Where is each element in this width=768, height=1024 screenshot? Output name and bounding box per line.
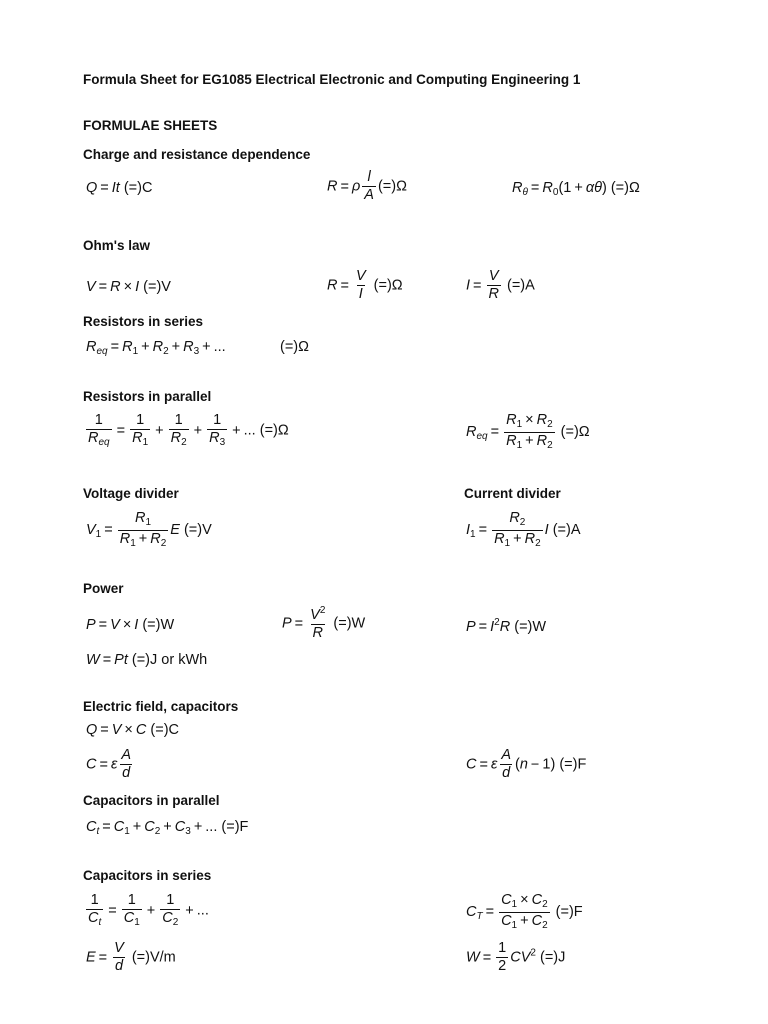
unit-label: (=)J or kWh	[131, 652, 208, 668]
unit-label: (=)Ω	[373, 277, 403, 294]
formula-ohm-current: I = $\frac{V}{R}$ (=)A	[466, 268, 535, 303]
unit-label: (=)F	[559, 756, 587, 773]
section-heading-capacitors-parallel: Capacitors in parallel	[83, 793, 220, 808]
unit-label: (=)Ω	[560, 423, 590, 440]
formula-capacitance-plates: C = ε $\frac{A}{d}$ (n − 1) (=)F	[466, 747, 587, 782]
formula-electric-field: E = $\frac{V}{d}$ (=)V/m	[86, 940, 176, 975]
formula-capacitance: C = ε $\frac{A}{d}$	[86, 747, 131, 782]
section-heading-current-divider: Current divider	[464, 486, 561, 501]
formula-power-i2r: $P = I^2R$ (=)W	[466, 617, 547, 635]
unit-label: (=)Ω	[259, 422, 289, 439]
formula-voltage-divider: $V_1$ = $\frac{R_1}{R_1 + R_2}$ E (=)V	[86, 510, 212, 549]
unit-label: (=)A	[552, 521, 581, 538]
section-heading-resistors-series: Resistors in series	[83, 314, 204, 329]
formula-temperature-resistance: $R_\theta = R_0(1 + \alpha\theta)$ (=)Ω	[512, 180, 640, 198]
page-title: Formula Sheet for EG1085 Electrical Electronic and Computing Engineering 1	[83, 72, 581, 87]
unit-label: (=)C	[150, 722, 180, 738]
formula-resistivity: R = ρ $\frac{l}{A}$ (=)Ω	[327, 169, 407, 204]
section-heading-capacitors-series: Capacitors in series	[83, 868, 212, 883]
unit-label: (=)C	[123, 180, 153, 196]
formula-capacitors-parallel: $C_t = C_1 + C_2 + C_3$ + ... (=)F	[86, 819, 249, 837]
page-subtitle: FORMULAE SHEETS	[83, 118, 218, 133]
formula-ohm-resistance: R = $\frac{V}{I}$ (=)Ω	[327, 268, 403, 303]
section-heading-ohms-law: Ohm's law	[83, 238, 150, 253]
formula-capacitors-series: $\frac{1}{C_t}$ = $\frac{1}{C_1}$ + $\frac{1}{C_2}$ + ...	[88, 892, 209, 929]
unit-label: (=)W	[333, 615, 366, 632]
unit-label: (=)W	[142, 617, 175, 633]
section-heading-resistors-parallel: Resistors in parallel	[83, 389, 212, 404]
formula-resistors-series: $R_{eq} = R_1 + R_2 + R_3$ + ...	[86, 339, 226, 357]
unit-label: (=)F	[555, 903, 583, 920]
formula-energy: W = Pt (=)J or kWh	[86, 652, 208, 668]
formula-charge-capacitor: Q = V × C (=)C	[86, 722, 180, 738]
unit-label: (=)J	[539, 949, 566, 966]
unit-label: (=)A	[507, 277, 535, 294]
section-heading-electric-field: Electric field, capacitors	[83, 699, 239, 714]
unit-label: (=)W	[514, 619, 547, 635]
section-heading-charge: Charge and resistance dependence	[83, 147, 311, 162]
formula-ohm-voltage: V = R × I (=)V	[86, 279, 171, 295]
unit-label: (=)V	[143, 279, 171, 295]
formula-power-vi: P = V × I (=)W	[86, 617, 175, 633]
formula-two-resistors-parallel: $R_{eq}$ = $\frac{R_1 \times R_2}{R_1 + R_2}$ (=)Ω	[466, 412, 590, 451]
formula-charge: Q = It (=)C	[86, 180, 153, 196]
unit-resistors-series: (=)Ω	[280, 339, 309, 355]
formula-current-divider: $I_1$ = $\frac{R_2}{R_1 + R_2}$ I (=)A	[466, 510, 581, 549]
formula-power-v2r: P = $\frac{V^2}{R}$ (=)W	[282, 605, 366, 642]
unit-label: (=)V/m	[131, 949, 176, 966]
unit-label: (=)V	[183, 521, 212, 538]
unit-label: (=)Ω	[377, 178, 407, 195]
unit-label: (=)Ω	[610, 180, 640, 196]
unit-label: (=)F	[221, 819, 249, 835]
formula-two-capacitors-series: $C_T$ = $\frac{C_1 \times C_2}{C_1 + C_2}$ (=)F	[466, 892, 583, 931]
formula-resistors-parallel: $\frac{1}{R_{eq}}$ = $\frac{1}{R_1}$ + $\frac{1}{R_2}$ + $\frac{1}{R_3}$ + ... (=)Ω	[88, 412, 289, 449]
formula-capacitor-energy: W = $\frac{1}{2}$ $CV^2$ (=)J	[466, 940, 566, 975]
section-heading-voltage-divider: Voltage divider	[83, 486, 179, 501]
section-heading-power: Power	[83, 581, 124, 596]
